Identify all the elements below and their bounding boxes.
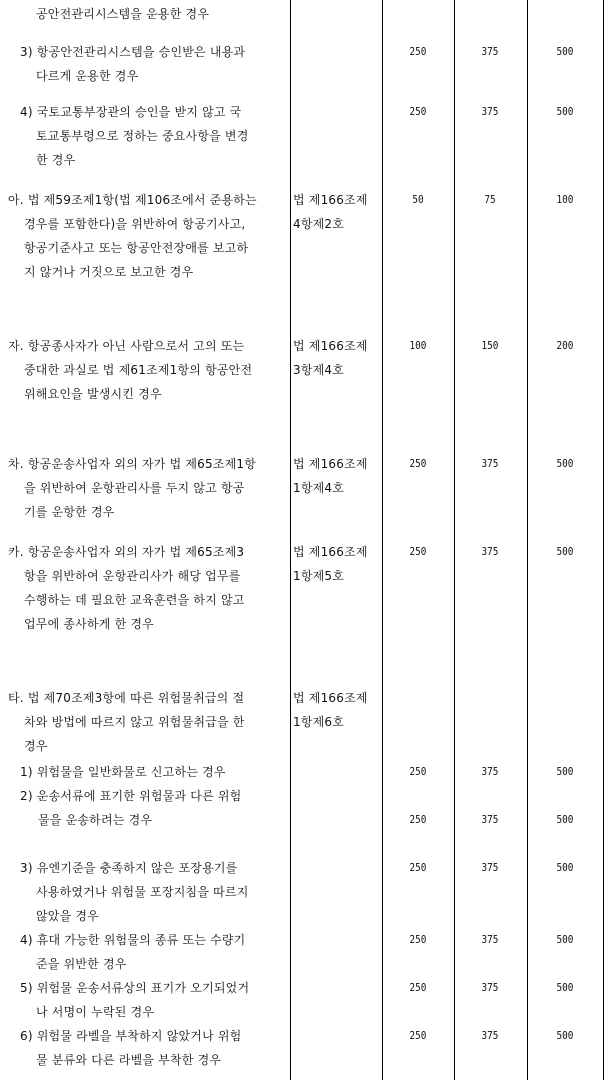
violation-text-line: 아. 법 제59조제1항(법 제106조에서 준용하는: [8, 193, 257, 207]
column-divider-first: [382, 0, 383, 1080]
fine-second-violation: 375: [481, 1029, 499, 1042]
violation-text-line: 물 분류와 다른 라벨을 부착한 경우: [36, 1053, 222, 1067]
fine-third-violation: 500: [556, 981, 574, 994]
legal-basis-line: 법 제166조제: [293, 339, 368, 353]
fine-third-violation: 500: [556, 933, 574, 946]
violation-text-line: 5) 위험물 운송서류상의 표기가 오기되었거: [20, 981, 250, 995]
fine-second-violation: 375: [481, 981, 499, 994]
fine-third-violation: 500: [556, 545, 574, 558]
violation-text-line: 물을 운송하려는 경우: [38, 813, 153, 827]
violation-text-line: 기를 운항한 경우: [24, 505, 115, 519]
fine-first-violation: 50: [412, 193, 424, 206]
violation-text-line: 공안전관리시스템을 운용한 경우: [36, 7, 210, 21]
fine-second-violation: 375: [481, 861, 499, 874]
fine-third-violation: 200: [556, 339, 574, 352]
fine-first-violation: 250: [409, 1029, 427, 1042]
fine-second-violation: 375: [481, 545, 499, 558]
legal-basis-line: 1항제5호: [293, 569, 345, 583]
violation-text-line: 을 위반하여 운항관리사를 두지 않고 항공: [24, 481, 245, 495]
violation-text-line: 경우를 포함한다)을 위반하여 항공기사고,: [24, 217, 246, 231]
legal-basis-line: 법 제166조제: [293, 691, 368, 705]
violation-text-line: 다르게 운용한 경우: [36, 69, 139, 83]
violation-text-line: 중대한 과실로 법 제61조제1항의 항공안전: [24, 363, 253, 377]
fine-second-violation: 375: [481, 105, 499, 118]
violation-text-line: 준을 위반한 경우: [36, 957, 127, 971]
column-divider-third: [527, 0, 528, 1080]
violation-text-line: 차. 항공운송사업자 외의 자가 법 제65조제1항: [8, 457, 257, 471]
fine-first-violation: 250: [409, 933, 427, 946]
violation-text-line: 업무에 종사하게 한 경우: [24, 617, 154, 631]
fine-first-violation: 250: [409, 457, 427, 470]
fine-third-violation: 500: [556, 765, 574, 778]
violation-text-line: 경우: [24, 739, 48, 753]
fine-second-violation: 375: [481, 933, 499, 946]
fine-third-violation: 500: [556, 813, 574, 826]
fine-second-violation: 75: [484, 193, 496, 206]
violation-text-line: 차와 방법에 따르지 않고 위험물취급을 한: [24, 715, 245, 729]
fine-third-violation: 500: [556, 1029, 574, 1042]
violation-text-line: 사용하였거나 위험물 포장지침을 따르지: [36, 885, 249, 899]
fine-second-violation: 375: [481, 457, 499, 470]
violation-text-line: 2) 운송서류에 표기한 위험물과 다른 위험: [20, 789, 242, 803]
fine-third-violation: 500: [556, 105, 574, 118]
violation-text-line: 나 서명이 누락된 경우: [36, 1005, 155, 1019]
fine-third-violation: 500: [556, 45, 574, 58]
fine-second-violation: 375: [481, 813, 499, 826]
violation-text-line: 1) 위험물을 일반화물로 신고하는 경우: [20, 765, 226, 779]
violation-text-line: 수행하는 데 필요한 교육훈련을 하지 않고: [24, 593, 245, 607]
violation-text-line: 항공기준사고 또는 항공안전장애를 보고하: [24, 241, 249, 255]
fine-third-violation: 100: [556, 193, 574, 206]
violation-text-line: 않았을 경우: [36, 909, 99, 923]
fine-first-violation: 250: [409, 545, 427, 558]
fine-second-violation: 375: [481, 765, 499, 778]
legal-basis-line: 법 제166조제: [293, 457, 368, 471]
violation-text-line: 지 않거나 거짓으로 보고한 경우: [24, 265, 194, 279]
fine-third-violation: 500: [556, 457, 574, 470]
legal-basis-line: 3항제4호: [293, 363, 345, 377]
fine-second-violation: 375: [481, 45, 499, 58]
fine-first-violation: 250: [409, 45, 427, 58]
violation-text-line: 한 경우: [36, 153, 76, 167]
violation-text-line: 타. 법 제70조제3항에 따른 위험물취급의 절: [8, 691, 245, 705]
fine-first-violation: 250: [409, 105, 427, 118]
legal-basis-line: 법 제166조제: [293, 193, 368, 207]
fine-first-violation: 250: [409, 861, 427, 874]
fine-third-violation: 500: [556, 861, 574, 874]
fine-second-violation: 150: [481, 339, 499, 352]
column-divider-basis: [290, 0, 291, 1080]
violation-text-line: 카. 항공운송사업자 외의 자가 법 제65조제3: [8, 545, 245, 559]
violation-text-line: 항을 위반하여 운항관리사가 해당 업무를: [24, 569, 241, 583]
legal-basis-line: 4항제2호: [293, 217, 345, 231]
legal-basis-line: 1항제6호: [293, 715, 345, 729]
fine-first-violation: 250: [409, 765, 427, 778]
violation-text-line: 3) 유엔기준을 충족하지 않은 포장용기를: [20, 861, 238, 875]
violation-text-line: 토교통부령으로 정하는 중요사항을 변경: [36, 129, 249, 143]
table-right-border: [603, 0, 604, 1080]
fine-first-violation: 250: [409, 981, 427, 994]
legal-basis-line: 법 제166조제: [293, 545, 368, 559]
violation-text-line: 4) 휴대 가능한 위험물의 종류 또는 수량기: [20, 933, 246, 947]
legal-basis-line: 1항제4호: [293, 481, 345, 495]
violation-text-line: 4) 국토교통부장관의 승인을 받지 않고 국: [20, 105, 242, 119]
fine-first-violation: 100: [409, 339, 427, 352]
violation-text-line: 위해요인을 발생시킨 경우: [24, 387, 162, 401]
violation-text-line: 6) 위험물 라벨을 부착하지 않았거나 위험: [20, 1029, 242, 1043]
violation-text-line: 자. 항공종사자가 아닌 사람으로서 고의 또는: [8, 339, 245, 353]
violation-text-line: 3) 항공안전관리시스템을 승인받은 내용과: [20, 45, 246, 59]
fine-first-violation: 250: [409, 813, 427, 826]
column-divider-second: [454, 0, 455, 1080]
